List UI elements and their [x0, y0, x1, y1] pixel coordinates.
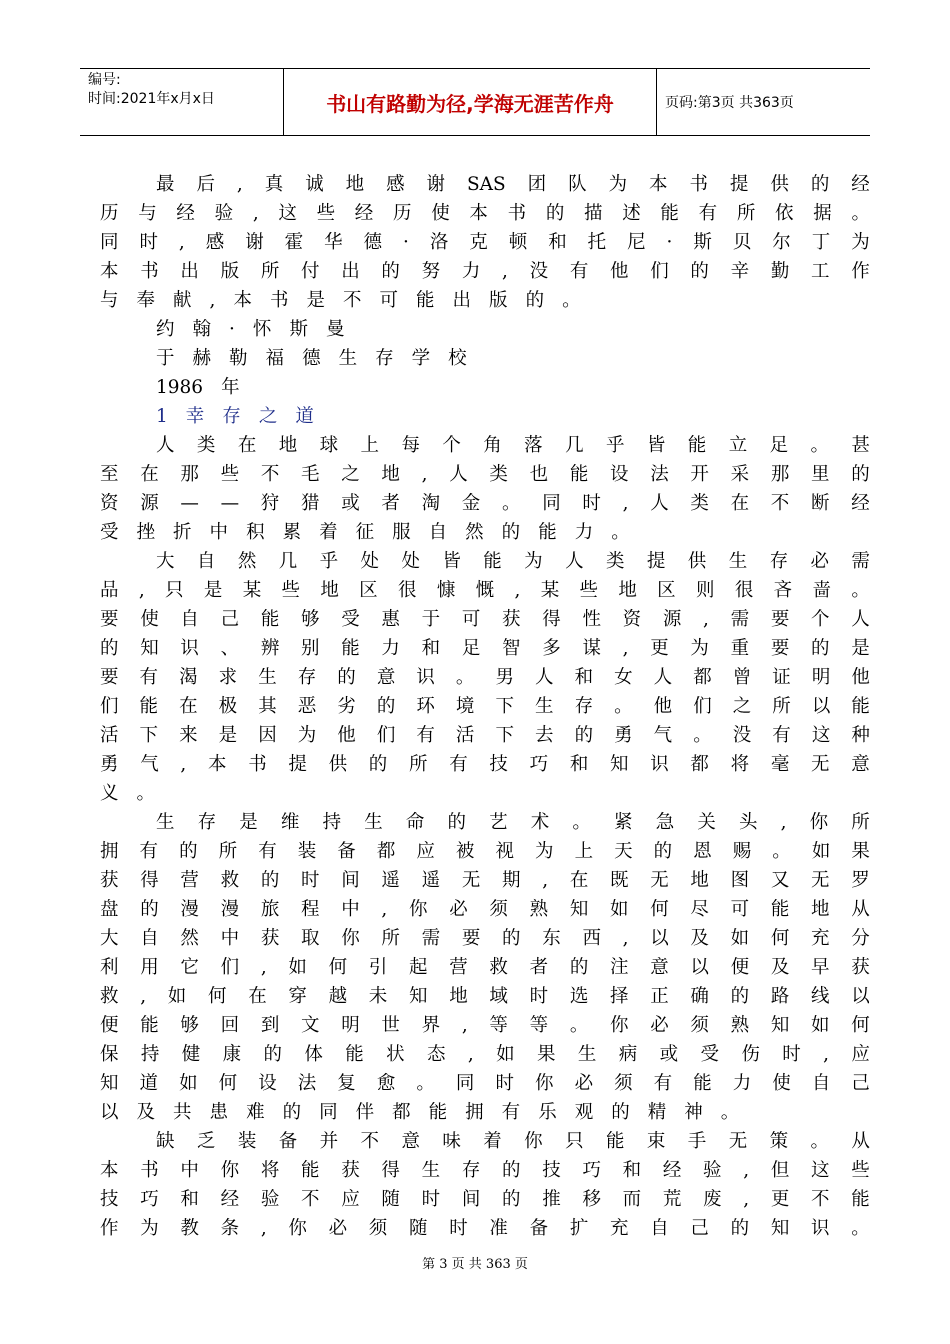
body-line: 要 有 渴 求 生 存 的 意 识 。 男 人 和 女 人 都 曾 证 明 他	[100, 667, 870, 688]
header-meta-cell	[80, 69, 283, 135]
body-line: 们 能 在 极 其 恶 劣 的 环 境 下 生 存 。 他 们 之 所 以 能	[100, 696, 870, 717]
body-line: 作 为 教 条 , 你 必 须 随 时 准 备 扩 充 自 己 的 知 识 。	[100, 1218, 870, 1239]
page-footer	[0, 1256, 950, 1274]
body-line: 资 源 — — 狩 猎 或 者 淘 金 。 同 时 , 人 类 在 不 断 经	[100, 493, 870, 514]
section-heading: 1 幸 存 之 道	[156, 406, 314, 427]
body-line: 生 存 是 维 持 生 命 的 艺 术 。 紧 急 关 头 , 你 所	[156, 812, 870, 833]
header-page-cell	[657, 69, 870, 135]
body-line: 便 能 够 回 到 文 明 世 界 , 等 等 。 你 必 须 熟 知 如 何	[100, 1015, 870, 1036]
body-line: 保 持 健 康 的 体 能 状 态 , 如 果 生 病 或 受 伤 时 , 应	[100, 1044, 870, 1065]
body-line: 历 与 经 验 , 这 些 经 历 使 本 书 的 描 述 能 有 所 依 据 。	[100, 203, 870, 224]
body-line: 活 下 来 是 因 为 他 们 有 活 下 去 的 勇 气 。 没 有 这 种	[100, 725, 870, 746]
body-line: 于 赫 勒 福 德 生 存 学 校	[156, 348, 467, 369]
motto-text: 书山有路勤为径,学海无涯苦作舟	[326, 91, 614, 116]
body-line: 拥 有 的 所 有 装 备 都 应 被 视 为 上 天 的 恩 赐 。 如 果	[100, 841, 870, 862]
body-line: 大 自 然 中 获 取 你 所 需 要 的 东 西 , 以 及 如 何 充 分	[100, 928, 870, 949]
body-line: 本 书 出 版 所 付 出 的 努 力 , 没 有 他 们 的 辛 勤 工 作	[100, 261, 870, 282]
body-line: 约 翰 · 怀 斯 曼	[156, 319, 345, 340]
body-line: 品 , 只 是 某 些 地 区 很 慷 慨 , 某 些 地 区 则 很 吝 啬 。	[100, 580, 870, 601]
body-line: 与 奉 献 , 本 书 是 不 可 能 出 版 的 。	[100, 290, 581, 311]
doc-number-label: 编号:	[88, 72, 121, 88]
body-line: 至 在 那 些 不 毛 之 地 , 人 类 也 能 设 法 开 采 那 里 的	[100, 464, 870, 485]
body-line: 利 用 它 们 , 如 何 引 起 营 救 者 的 注 意 以 便 及 早 获	[100, 957, 870, 978]
page-info: 页码:第3页 共363页	[665, 95, 794, 111]
header-motto-cell	[283, 69, 657, 135]
body-line: 受 挫 折 中 积 累 着 征 服 自 然 的 能 力 。	[100, 522, 630, 543]
body-line: 要 使 自 己 能 够 受 惠 于 可 获 得 性 资 源 , 需 要 个 人	[100, 609, 870, 630]
body-line: 大 自 然 几 乎 处 处 皆 能 为 人 类 提 供 生 存 必 需	[156, 551, 870, 572]
body-line: 以 及 共 患 难 的 同 伴 都 能 拥 有 乐 观 的 精 神 。	[100, 1102, 740, 1123]
body-line: 最 后 , 真 诚 地 感 谢 SAS 团 队 为 本 书 提 供 的 经	[156, 174, 870, 195]
date-label: 时间:2021年x月x日	[88, 91, 215, 107]
body-line: 盘 的 漫 漫 旅 程 中 , 你 必 须 熟 知 如 何 尽 可 能 地 从	[100, 899, 870, 920]
body-line: 缺 乏 装 备 并 不 意 味 着 你 只 能 束 手 无 策 。 从	[156, 1131, 870, 1152]
body-line: 的 知 识 、 辨 别 能 力 和 足 智 多 谋 , 更 为 重 要 的 是	[100, 638, 870, 659]
body-line: 技 巧 和 经 验 不 应 随 时 间 的 推 移 而 荒 废 , 更 不 能	[100, 1189, 870, 1210]
body-line: 获 得 营 救 的 时 间 遥 遥 无 期 , 在 既 无 地 图 又 无 罗	[100, 870, 870, 891]
body-line: 人 类 在 地 球 上 每 个 角 落 几 乎 皆 能 立 足 。 甚	[156, 435, 870, 456]
body-line: 救 , 如 何 在 穿 越 未 知 地 域 时 选 择 正 确 的 路 线 以	[100, 986, 870, 1007]
body-line: 1986 年	[156, 377, 240, 398]
body-line: 知 道 如 何 设 法 复 愈 。 同 时 你 必 须 有 能 力 使 自 己	[100, 1073, 870, 1094]
body-line: 本 书 中 你 将 能 获 得 生 存 的 技 巧 和 经 验 , 但 这 些	[100, 1160, 870, 1181]
body-line: 勇 气 , 本 书 提 供 的 所 有 技 巧 和 知 识 都 将 毫 无 意	[100, 754, 870, 775]
page-header	[80, 68, 870, 136]
body-line: 同 时 , 感 谢 霍 华 德 · 洛 克 顿 和 托 尼 · 斯 贝 尔 丁 为	[100, 232, 870, 253]
footer-page-number: 第 3 页 共 363 页	[422, 1257, 528, 1272]
body-line: 义 。	[100, 783, 156, 804]
